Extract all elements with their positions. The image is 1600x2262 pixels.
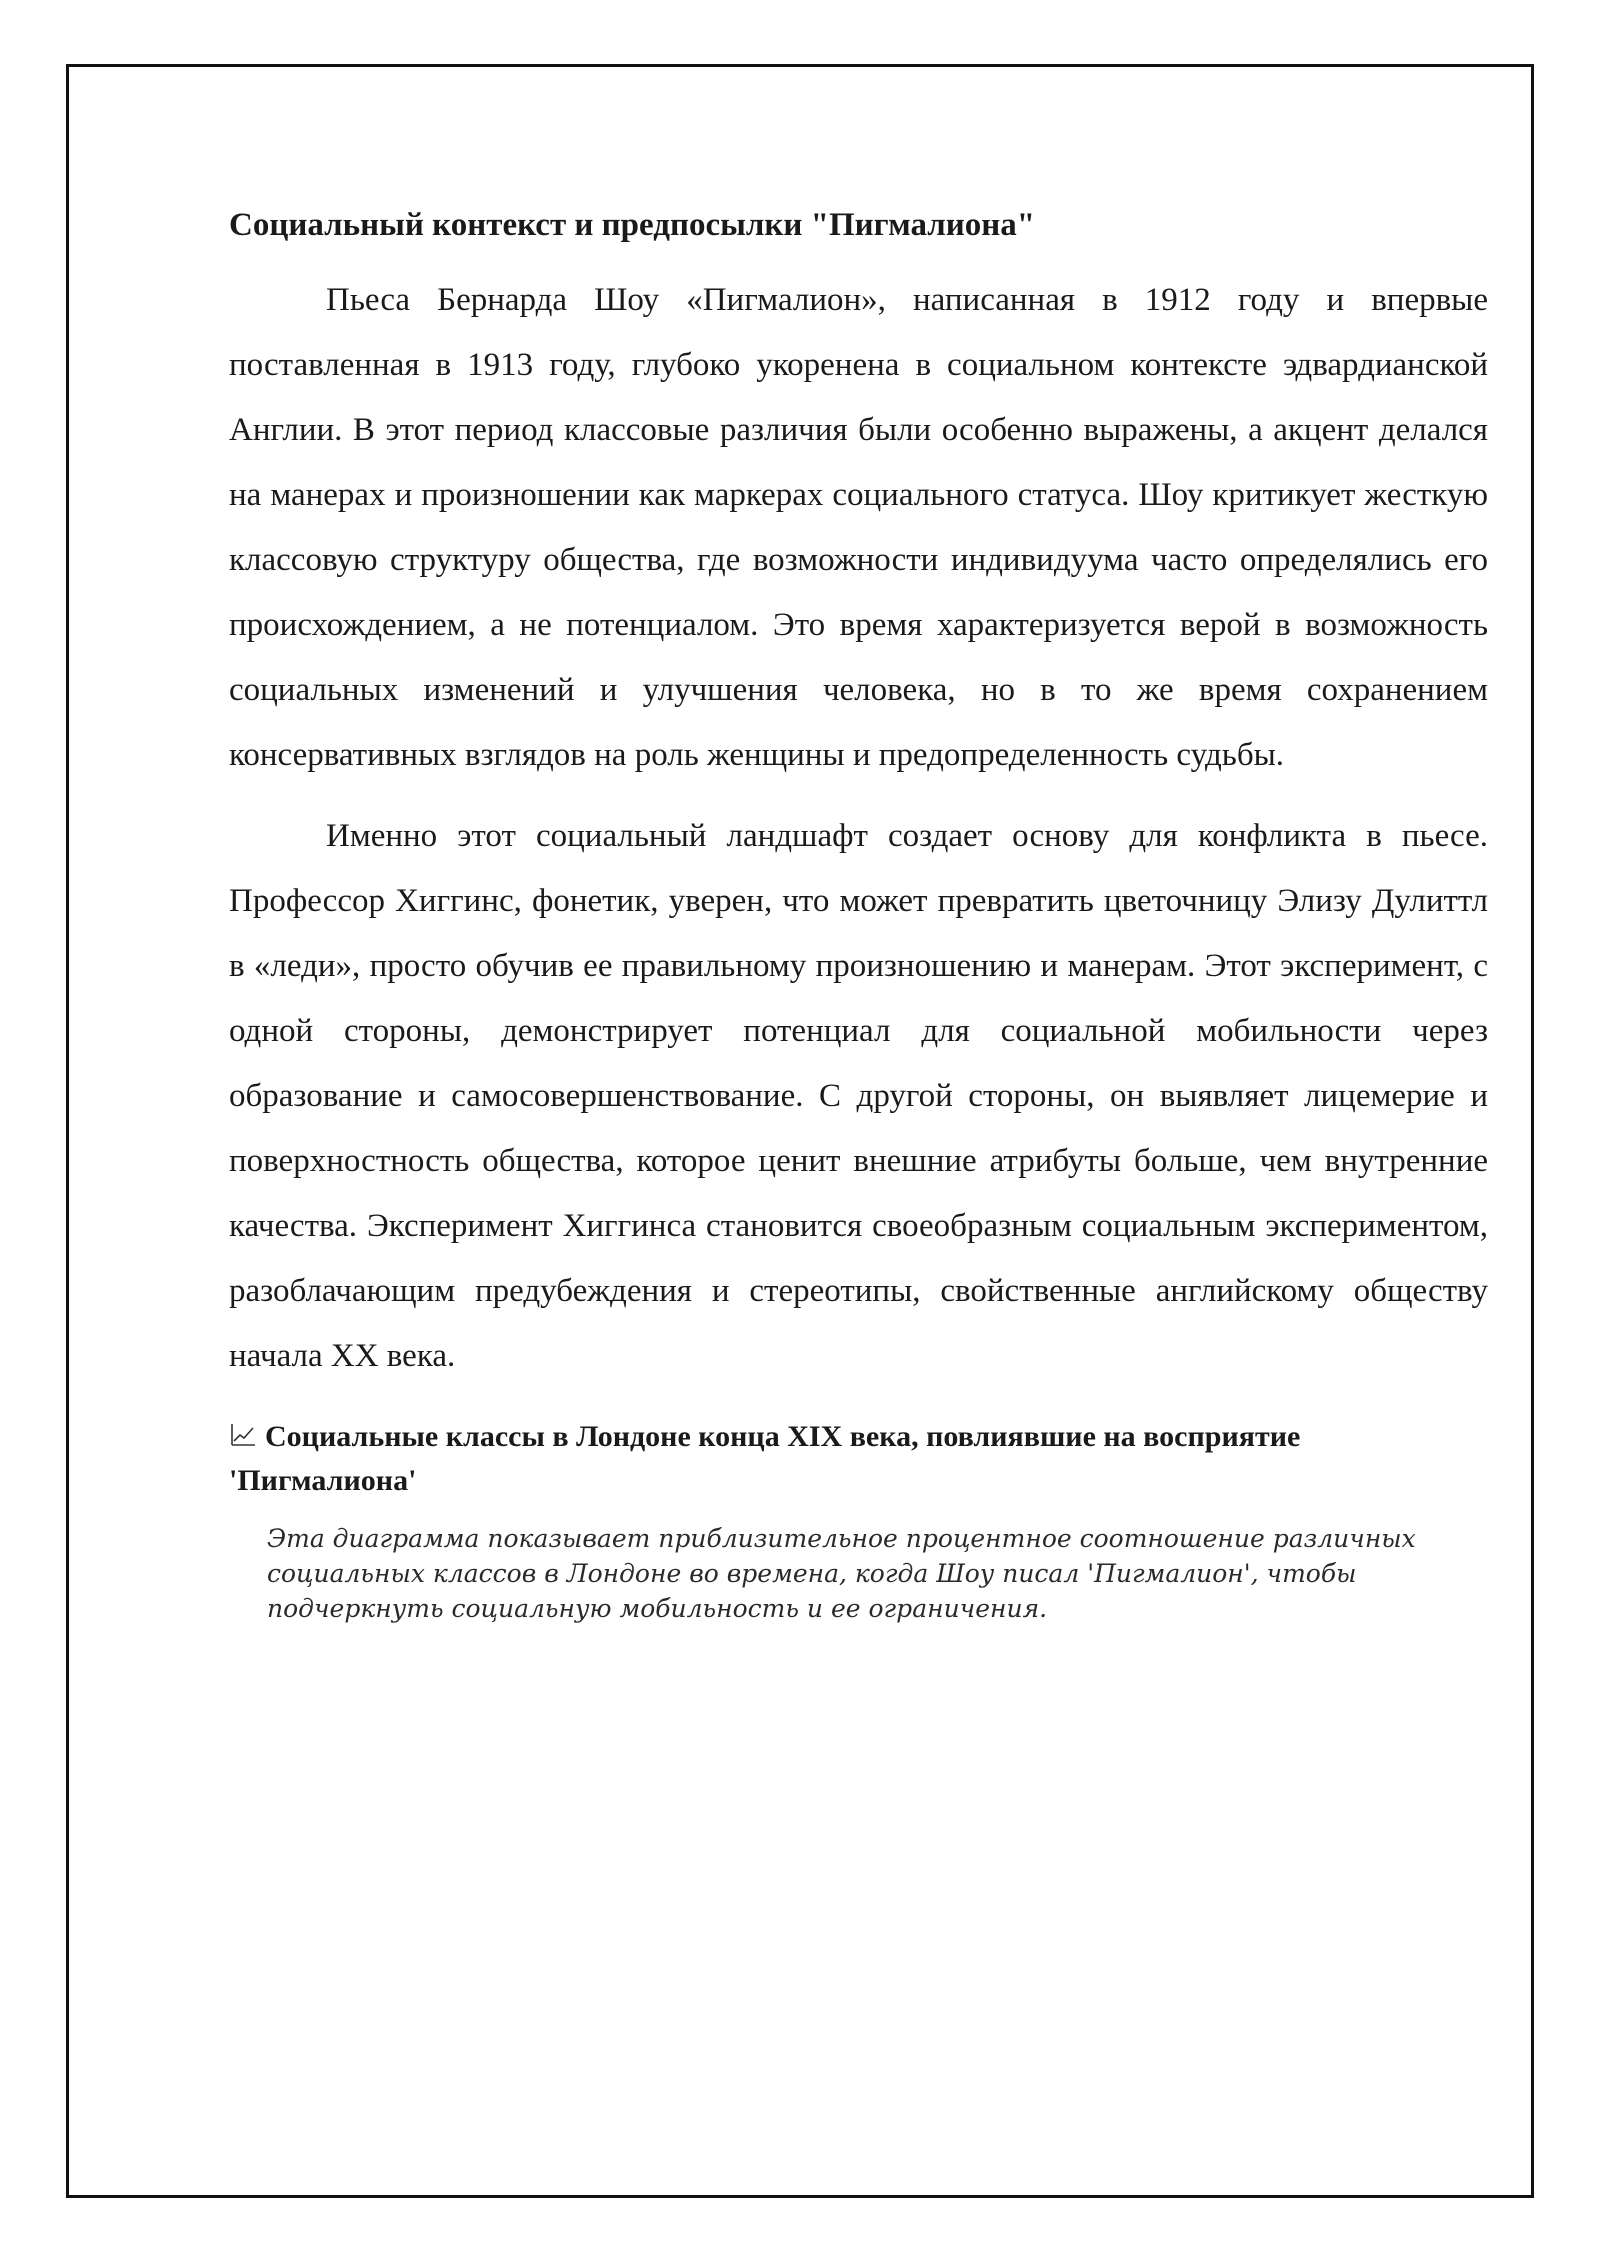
chart-line-icon — [229, 1417, 257, 1443]
body-paragraph: Пьеса Бернарда Шоу «Пигмалион», написанная в 1912 году и впервые поставленная в 1913 году, глубоко укоренена в социальном контексте эдвардианской Англии. В этот период классовые различия были особенно выражены, а акцент делался на манерах и произношении как маркерах социального статуса. Шоу критикует жесткую классовую структуру общества, где возможности индивидуума часто определялись его происхождением, а не потенциалом. Это время характеризуется верой в возможность социальных изменений и улучшения человека, но в то же время сохранением консервативных взглядов на роль женщины и предопределенность судьбы. — [229, 282, 1488, 773]
figure-title-text: Социальные классы в Лондоне конца XIX века, повлиявшие на восприятие 'Пигмалиона' — [229, 1420, 1301, 1497]
figure-title — [229, 1415, 1488, 1503]
figure-block — [229, 1415, 1488, 1626]
body-paragraph: Именно этот социальный ландшафт создает основу для конфликта в пьесе. Профессор Хиггинс, фонетик, уверен, что может превратить цветочницу Элизу Дулиттл в «леди», просто обучив ее правильному произношению и манерам. Этот эксперимент, с одной стороны, демонстрирует потенциал для социальной мобильности через образование и самосовершенствование. С другой стороны, он выявляет лицемерие и поверхностность общества, которое ценит внешние атрибуты больше, чем внутренние качества. Эксперимент Хиггинса становится своеобразным социальным экспериментом, разоблачающим предубеждения и стереотипы, свойственные английскому обществу начала XX века. — [229, 818, 1488, 1374]
figure-caption: Эта диаграмма показывает приблизительное процентное соотношение различных социальных классов в Лондоне во времена, когда Шоу писал 'Пигмалион', чтобы подчеркнуть социальную мобильность и ее ограничения. — [267, 1524, 1416, 1623]
document-content — [229, 200, 1488, 1626]
section-heading: Социальный контекст и предпосылки "Пигмалиона" — [229, 207, 1036, 243]
